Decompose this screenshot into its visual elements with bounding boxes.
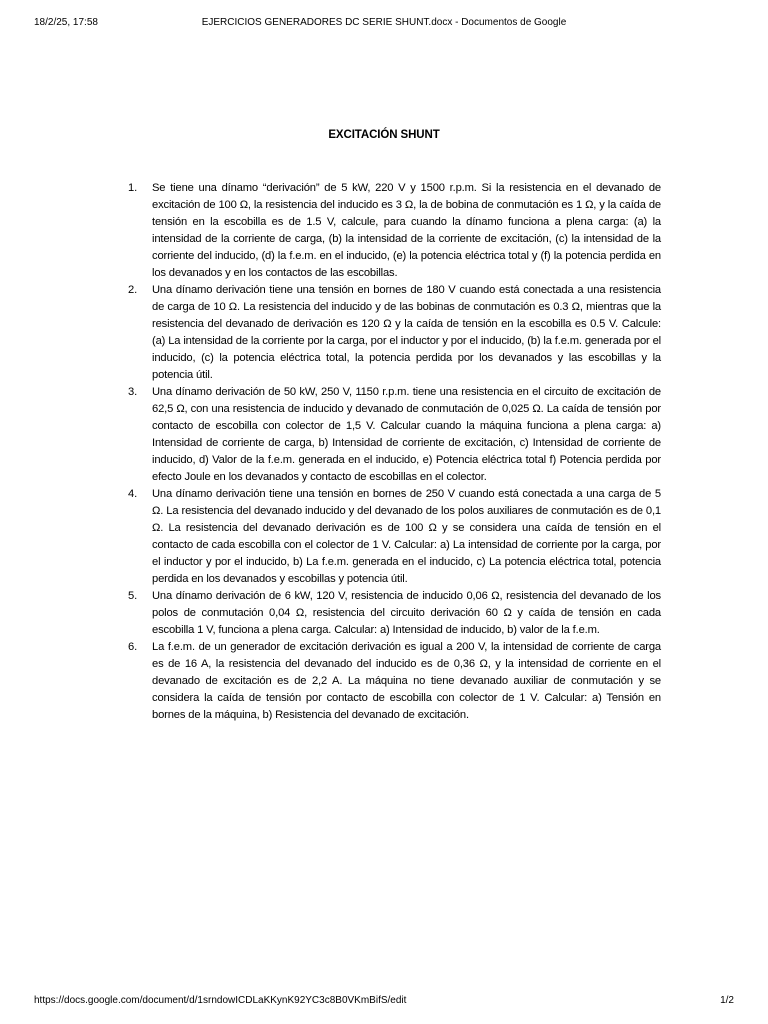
exercise-text: Una dínamo derivación de 6 kW, 120 V, resistencia de inducido 0,06 Ω, resistencia del devanado de los polos de conmutación 0,04 Ω, resistencia del circuito derivación 60 Ω y caída de tensión en cada escobilla 1 V, funciona a plena carga. Calcular: a) Intensidad de inducido, b) valor de la f.e.m. bbox=[152, 590, 661, 636]
exercise-number: 3. bbox=[128, 386, 138, 398]
document-heading: EXCITACIÓN SHUNT bbox=[328, 129, 440, 141]
exercise-item bbox=[116, 588, 661, 639]
print-document-title: EJERCICIOS GENERADORES DC SERIE SHUNT.docx - Documentos de Google bbox=[201, 17, 567, 28]
exercise-text: La f.e.m. de un generador de excitación derivación es igual a 200 V, la intensidad de corriente de carga es de 16 A, la resistencia del devanado del inducido es de 0,36 Ω, y la intensidad de corriente en el devanado de excitación es de 2,2 A. La máquina no tiene devanado auxiliar de conmutación y se considera la caída de tensión por contacto de escobilla con colector de 1 V. Calcular: a) Tensión en bornes de la máquina, b) Resistencia del devanado de excitación. bbox=[152, 641, 661, 721]
exercise-item bbox=[116, 384, 661, 486]
exercise-text: Una dínamo derivación tiene una tensión en bornes de 180 V cuando está conectada a una resistencia de carga de 10 Ω. La resistencia del inducido y de las bobinas de conmutación es 0.3 Ω, mientras que la resistencia del devanado de derivación es 120 Ω y la caída de tensión en la escobilla es 0.5 V. Calcule: (a) La intensidad de la corriente por la carga, por el inductor y por el inducido, (b) la f.e.m. generada por el inducido, (c) la potencia eléctrica total, la potencia perdida por los devanados y las escobillas y la potencia útil. bbox=[152, 284, 661, 381]
exercise-text: Una dínamo derivación tiene una tensión en bornes de 250 V cuando está conectada a una carga de 5 Ω. La resistencia del devanado inducido y del devanado de los polos auxiliares de conmutación es de 0,1 Ω. La resistencia del devanado derivación es de 100 Ω y se considera una caída de tensión en el contacto de cada escobilla con el colector de 1 V. Calcular: a) La intensidad de corriente por la carga, por el inductor y por el inducido, b) La f.e.m. generada en el inducido, c) La potencia eléctrica total, potencia perdida en los devanados y escobillas y potencia útil. bbox=[152, 488, 661, 585]
print-footer bbox=[34, 993, 734, 1009]
exercise-item bbox=[116, 180, 661, 282]
exercise-text: Se tiene una dínamo “derivación” de 5 kW, 220 V y 1500 r.p.m. Si la resistencia en el devanado de excitación de 100 Ω, la resistencia del inducido es 3 Ω, la de bobina de conmutación es 1 Ω, y la caída de tensión en la escobilla es de 1.5 V, calcule, para cuando la dínamo funciona a plena carga: (a) la intensidad de la corriente de carga, (b) la intensidad de la corriente de excitación, (c) la intensidad de la corriente del inducido, (d) la f.e.m. en el inducido, (e) la potencia eléctrica total y (f) la potencia perdida en los devanados y en los contactos de las escobillas. bbox=[152, 182, 661, 279]
exercise-number: 4. bbox=[128, 488, 138, 500]
print-url: https://docs.google.com/document/d/1srndowICDLaKKynK92YC3c8B0VKmBifS/edit bbox=[34, 995, 407, 1006]
exercise-list bbox=[116, 180, 661, 724]
exercise-number: 2. bbox=[128, 284, 138, 296]
exercise-number: 5. bbox=[128, 590, 138, 602]
print-header bbox=[34, 15, 734, 31]
exercise-item bbox=[116, 282, 661, 384]
exercise-item bbox=[116, 639, 661, 724]
exercise-item bbox=[116, 486, 661, 588]
page-number: 1/2 bbox=[720, 995, 734, 1006]
exercise-text: Una dínamo derivación de 50 kW, 250 V, 1150 r.p.m. tiene una resistencia en el circuito de excitación de 62,5 Ω, con una resistencia de inducido y devanado de conmutación de 0,025 Ω. La caída de tensión por contacto de escobilla con colector de 1,5 V. Calcular cuando la máquina funciona a plena carga: a) Intensidad de corriente de carga, b) Intensidad de corriente de excitación, c) Intensidad de corriente de inducido, d) Valor de la f.e.m. generada en el inducido, e) Potencia eléctrica total f) Potencia perdida por efecto Joule en los devanados y contacto de escobillas en el colector. bbox=[152, 386, 661, 483]
print-date: 18/2/25, 17:58 bbox=[34, 17, 98, 28]
exercise-number: 6. bbox=[128, 641, 138, 653]
exercise-number: 1. bbox=[128, 182, 138, 194]
